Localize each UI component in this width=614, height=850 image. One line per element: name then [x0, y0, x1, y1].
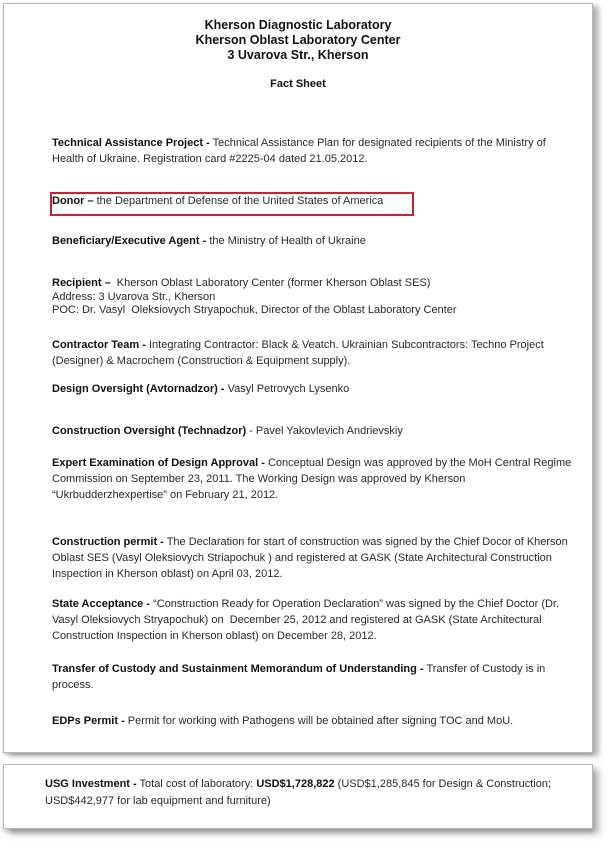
entry-label: Construction Oversight (Technadzor)	[52, 425, 247, 437]
entry-beneficiary	[52, 233, 580, 249]
total-cost: USD$1,728,822	[256, 778, 335, 790]
entry-label: Expert Examination of Design Approval -	[52, 457, 265, 469]
cost-breakdown: (USD$1,285,845 for Design & Construction; USD$442,977 for lab equipment and furniture)	[45, 778, 552, 807]
entry-text: Integrating Contractor: Black & Veatch. Ukrainian Subcontractors: Techno Project (Designer) & Macrochem (Construction & Equipment supply).	[52, 339, 544, 367]
document-header	[4, 18, 592, 92]
recipient-poc: POC: Dr. Vasyl Oleksiovych Stryapochuk, Director of the Oblast Laboratory Center	[52, 304, 457, 316]
entry-expert-examination	[52, 455, 580, 503]
entry-text: Transfer of Custody is in process.	[52, 663, 546, 691]
entry-text: Permit for working with Pathogens will be obtained after signing TOC and MoU.	[124, 715, 514, 727]
entry-recipient	[52, 275, 580, 317]
entry-text: The Declaration for start of construction was signed by the Chief Docor of Kherson Oblast SES (Vasyl Oleksiovych Striapochuk ) and registered at GASK (State Architectural Construction Inspection in Kherson oblast) on April 03, 2012.	[52, 536, 568, 580]
header-lab-name: Kherson Diagnostic Laboratory	[204, 18, 392, 32]
entry-construction-permit	[52, 534, 580, 582]
entry-text: “Construction Ready for Operation Declaration” was signed by the Chief Doctor (Dr. Vasyl Oleksiovych Stryapochuk) on December 25, 2012 and registered at GASK (State Architectural Construction Inspection in Kherson oblast) on December 28, 2012.	[52, 598, 563, 642]
header-address: 3 Uvarova Str., Kherson	[227, 48, 369, 62]
entry-label: USG Investment -	[45, 778, 137, 790]
entry-construction-oversight	[52, 423, 580, 439]
entry-donor	[52, 193, 580, 209]
document-title: Fact Sheet	[270, 78, 326, 90]
header-center-name: Kherson Oblast Laboratory Center	[195, 33, 401, 47]
entry-design-oversight	[52, 381, 580, 397]
entry-label: Contractor Team -	[52, 339, 146, 351]
entry-state-acceptance	[52, 596, 580, 644]
entry-text: the Ministry of Health of Ukraine	[206, 235, 366, 247]
entry-transfer-of-custody	[52, 661, 580, 693]
entry-label: Donor –	[52, 195, 94, 207]
entry-usg-investment	[45, 776, 585, 810]
entry-text: Kherson Oblast Laboratory Center (former Kherson Oblast SES)	[110, 277, 431, 289]
entry-technical-assistance-project	[52, 135, 580, 167]
entry-label: Beneficiary/Executive Agent -	[52, 235, 207, 247]
entry-text: Conceptual Design was approved by the MoH Central Regime Commission on September 23, 2011. The Working Design was approved by Kherson “Ukrbudderzhexpertise” on February 21, 2012.	[52, 457, 572, 501]
entry-label: Construction permit -	[52, 536, 164, 548]
entry-label: Recipient –	[52, 277, 111, 289]
entry-text: Total cost of laboratory:	[136, 778, 257, 790]
entry-label: Technical Assistance Project -	[52, 137, 210, 149]
entry-label: Transfer of Custody and Sustainment Memorandum of Understanding -	[52, 663, 424, 675]
recipient-address: Address: 3 Uvarova Str., Kherson	[52, 291, 216, 303]
entry-text: - Pavel Yakovlevich Andrievskiy	[246, 425, 403, 437]
entry-label: Design Oversight (Avtornadzor) -	[52, 383, 225, 395]
entry-label: State Acceptance -	[52, 598, 151, 610]
entry-text: Vasyl Petrovych Lysenko	[224, 383, 350, 395]
entry-text: the Department of Defense of the United States of America	[93, 195, 384, 207]
entry-edps-permit	[52, 713, 580, 729]
usg-investment-box	[3, 764, 593, 829]
entry-text: Technical Assistance Plan for designated recipients of the Ministry of Health of Ukraine. Registration card #2225-04 dated 21.05.2012.	[52, 137, 546, 165]
fact-sheet-page	[3, 3, 593, 753]
entry-label: EDPs Permit -	[52, 715, 125, 727]
entry-contractor-team	[52, 337, 580, 369]
